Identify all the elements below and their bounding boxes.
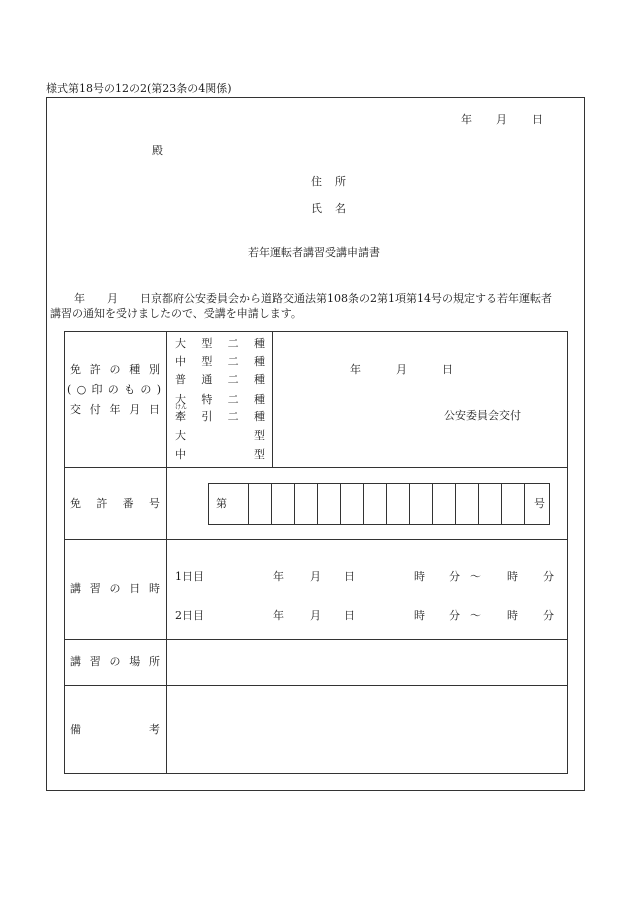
schedule-day-2-minute: 分 (449, 609, 460, 622)
license-option-large[interactable]: 大 型 (175, 429, 265, 442)
address-label-2: 所 (335, 175, 346, 188)
license-digit-divider (317, 484, 318, 524)
date-month: 月 (496, 113, 507, 126)
license-option-special-2[interactable]: 大 特 二 種 (175, 393, 265, 406)
address-label-1: 住 (311, 175, 322, 188)
remarks-label: 備 考 (70, 723, 160, 736)
schedule-day-2-hour: 時 (414, 609, 425, 622)
schedule-day-1-tilde: ～ (470, 570, 481, 583)
schedule-day-2-end-hour: 時 (507, 609, 518, 622)
license-option-medium-2[interactable]: 中 型 二 種 (175, 355, 265, 368)
license-digit-divider (340, 484, 341, 524)
form-number: 様式第18号の12の2(第23条の4関係) (46, 82, 232, 95)
schedule-day-2-end-minute: 分 (543, 609, 554, 622)
license-digit-divider (363, 484, 364, 524)
issuer-text: 公安委員会交付 (444, 409, 521, 422)
name-label-1: 氏 (311, 202, 322, 215)
license-option-towing-2[interactable]: けん 牽 引 二 種 (175, 404, 265, 423)
schedule-day-2-date: 日 (344, 609, 355, 622)
schedule-day-2-month: 月 (310, 609, 321, 622)
schedule-day-2: 2日目 (175, 609, 204, 622)
date-day: 日 (532, 113, 543, 126)
schedule-day-1-date: 日 (344, 570, 355, 583)
license-digit-divider (294, 484, 295, 524)
issue-year: 年 (350, 363, 361, 376)
license-number-prefix: 第 (216, 497, 227, 510)
schedule-day-1-end-hour: 時 (507, 570, 518, 583)
schedule-day-1-year: 年 (273, 570, 284, 583)
name-label-2: 名 (335, 202, 346, 215)
license-digit-divider (271, 484, 272, 524)
schedule-day-1-end-minute: 分 (543, 570, 554, 583)
schedule-day-1-minute: 分 (449, 570, 460, 583)
license-type-label-line-3: 交 付 年 月 日 (70, 403, 160, 416)
body-line-2: 講習の通知を受けましたので、受講を申請します。 (50, 307, 302, 320)
schedule-day-2-tilde: ～ (470, 609, 481, 622)
towing-kanji: けん 牽 (175, 404, 188, 423)
license-type-label-line-1: 免 許 の 種 別 (70, 363, 160, 376)
schedule-day-2-year: 年 (273, 609, 284, 622)
license-digit-divider (524, 484, 525, 524)
license-number-suffix: 号 (534, 497, 545, 510)
body-line-1: 年 月 日京都府公安委員会から道路交通法第108条の2第1項第14号の規定する若年運転者 (74, 292, 552, 305)
license-number-label: 免 許 番 号 (70, 497, 160, 510)
location-field[interactable] (168, 641, 565, 684)
addressee-suffix: 殿 (152, 144, 163, 157)
license-digit-divider (478, 484, 479, 524)
license-digit-divider (409, 484, 410, 524)
license-digit-divider (432, 484, 433, 524)
license-digit-divider (386, 484, 387, 524)
schedule-label: 講 習 の 日 時 (70, 582, 160, 595)
schedule-day-1-month: 月 (310, 570, 321, 583)
license-option-medium[interactable]: 中 型 (175, 448, 265, 461)
license-digit-divider (248, 484, 249, 524)
license-digit-divider (455, 484, 456, 524)
towing-furigana: けん (175, 404, 188, 411)
issue-day: 日 (442, 363, 453, 376)
license-digit-divider (501, 484, 502, 524)
schedule-day-1-hour: 時 (414, 570, 425, 583)
license-number-input[interactable] (208, 483, 550, 525)
date-year: 年 (461, 113, 472, 126)
schedule-day-1: 1日目 (175, 570, 204, 583)
form-title: 若年運転者講習受講申請書 (248, 246, 380, 259)
issue-month: 月 (396, 363, 407, 376)
license-type-label-line-2: ( ○ 印 の も の ) (67, 383, 161, 396)
license-option-large-2[interactable]: 大 型 二 種 (175, 337, 265, 350)
remarks-field[interactable] (168, 687, 565, 771)
location-label: 講 習 の 場 所 (70, 655, 160, 668)
license-option-ordinary-2[interactable]: 普 通 二 種 (175, 373, 265, 386)
